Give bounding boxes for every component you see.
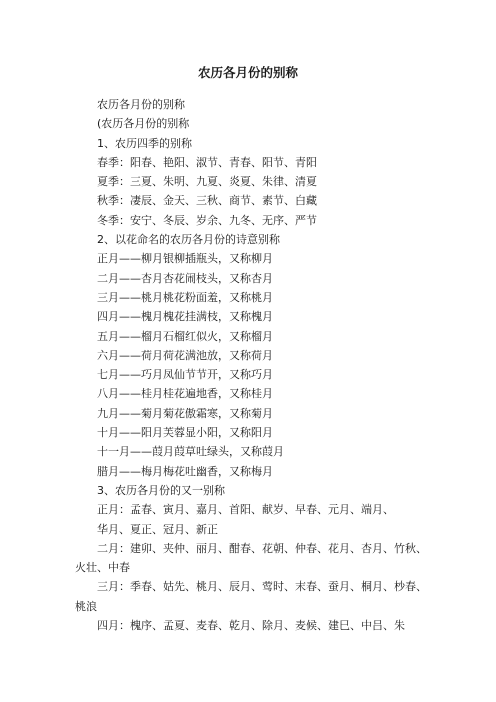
- paragraph: 九月——菊月菊花傲霜寒，又称菊月: [97, 406, 273, 420]
- paragraph: (农历各月份的别称: [97, 117, 190, 131]
- paragraph: 七月——巧月凤仙节节开，又称巧月: [97, 368, 273, 382]
- paragraph: 十一月——葭月葭草吐绿头，又称葭月: [97, 445, 284, 459]
- paragraph: 六月——荷月荷花满池放，又称荷月: [97, 348, 273, 362]
- document-body: [75, 95, 427, 635]
- paragraph: 正月——柳月银柳插瓶头，又称柳月: [97, 252, 273, 266]
- paragraph: 冬季：安宁、冬辰、岁余、九冬、无序、严节: [97, 213, 317, 227]
- paragraph: 华月、夏正、冠月、新正: [97, 522, 218, 536]
- paragraph: 秋季：凄辰、金天、三秋、商节、素节、白藏: [97, 194, 317, 208]
- paragraph: 四月：槐序、孟夏、麦春、乾月、除月、麦候、建巳、中吕、朱: [97, 619, 405, 633]
- section-heading: 3、农历各月份的又一别称: [97, 483, 225, 497]
- paragraph: 二月：建卯、夹仲、丽月、酣春、花朝、仲春、花月、杏月、竹秋、火壮、中春: [75, 541, 427, 575]
- paragraph: 八月——桂月桂花遍地香，又称桂月: [97, 387, 273, 401]
- section-heading: 1、农历四季的别称: [97, 136, 192, 150]
- paragraph: 三月——桃月桃花粉面羞，又称桃月: [97, 290, 273, 304]
- paragraph: 正月：孟春、寅月、嘉月、首阳、献岁、早春、元月、端月、: [97, 503, 394, 517]
- paragraph: 二月——杏月杏花闹枝头，又称杏月: [97, 271, 273, 285]
- paragraph: 夏季：三夏、朱明、九夏、炎夏、朱律、清夏: [97, 175, 317, 189]
- paragraph: 十月——阳月芙蓉显小阳，又称阳月: [97, 426, 273, 440]
- paragraph: 五月——榴月石榴红似火，又称榴月: [97, 329, 273, 343]
- paragraph: 春季：阳春、艳阳、淑节、青春、阳节、青阳: [97, 155, 317, 169]
- document-title: 农历各月份的别称: [197, 65, 298, 80]
- section-heading: 2、以花命名的农历各月份的诗意别称: [97, 233, 280, 247]
- paragraph: 四月——槐月槐花挂满枝，又称槐月: [97, 310, 273, 324]
- paragraph: 三月：季春、姑先、桃月、辰月、莺时、末春、蚕月、桐月、杪春、桃浪: [75, 580, 427, 613]
- paragraph: 农历各月份的别称: [97, 98, 185, 111]
- paragraph: 腊月——梅月梅花吐幽香，又称梅月: [97, 464, 273, 478]
